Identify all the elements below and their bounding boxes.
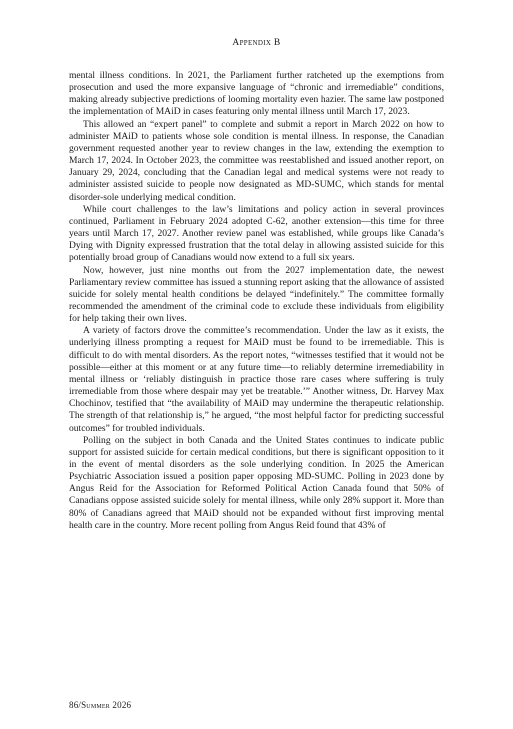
paragraph-1: mental illness conditions. In 2021, the Parliament further ratcheted up the exemptions from prosecution and used the more expansive language of “chronic and irremediable” conditions, making already subjective predictions of looming mortality even hazier. The same law postponed the implementation of MAiD in cases featuring only mental illness until March 17, 2023. <box>69 70 444 118</box>
paragraph-3: While court challenges to the law’s limitations and policy action in several provinces continued, Parliament in February 2024 adopted C-62, another extension—this time for three years until March 17, 2027. Another review panel was established, while groups like Canada’s Dying with Dignity expressed frustration that the total delay in allowing assisted suicide for this potentially broad group of Canadians would now extend to a full six years. <box>69 203 444 264</box>
paragraph-6: Polling on the subject in both Canada and the United States continues to indicate public support for assisted suicide for certain medical conditions, but there is significant opposition to it in the event of mental disorders as the sole underlying condition. In 2025 the American Psychiatric Association issued a position paper opposing MD-SUMC. Polling in 2023 done by Angus Reid for the Association for Reformed Political Action Canada found that 50% of Canadians oppose assisted suicide solely for mental illness, while only 28% support it. More than 80% of Canadians agreed that MAiD should not be expanded without first improving mental health care in the country. More recent polling from Angus Reid found that 43% of <box>69 434 444 531</box>
body-text <box>69 70 444 532</box>
paragraph-5: A variety of factors drove the committee’s recommendation. Under the law as it exists, the underlying illness prompting a request for MAiD must be found to be irremediable. This is difficult to do with mental disorders. As the report notes, “witnesses testified that it would not be possible—either at this moment or at any future time—to reliably determine irremediability in mental illness or ‘reliably distinguish in practice those rare cases where suffering is truly irremediable from those where despair may yet be treatable.’” Another witness, Dr. Harvey Max Chochinov, testified that “the availability of MAiD may undermine the therapeutic relationship. The strength of that relationship is,” he argued, “the most helpful factor for predicting successful outcomes” for troubled individuals. <box>69 325 444 434</box>
paragraph-2: This allowed an “expert panel” to complete and submit a report in March 2022 on how to administer MAiD to patients whose sole condition is mental illness. In response, the Canadian government requested another year to review changes in the law, extending the exemption to March 17, 2024. In October 2023, the committee was reestablished and issued another report, on January 29, 2024, concluding that the Canadian legal and medical systems were not ready to administer assisted suicide to people now designated as MD-SUMC, which stands for mental disorder-sole underlying medical condition. <box>69 118 444 203</box>
page-footer: 86/Summer 2026 <box>69 700 132 710</box>
paragraph-4: Now, however, just nine months out from the 2027 implementation date, the newest Parliamentary review committee has issued a stunning report asking that the allowance of assisted suicide for solely mental health conditions be delayed “indefinitely.” The committee formally recommended the amendment of the criminal code to exclude these individuals from eligibility for help taking their own lives. <box>69 264 444 325</box>
running-header: Appendix B <box>232 38 281 48</box>
